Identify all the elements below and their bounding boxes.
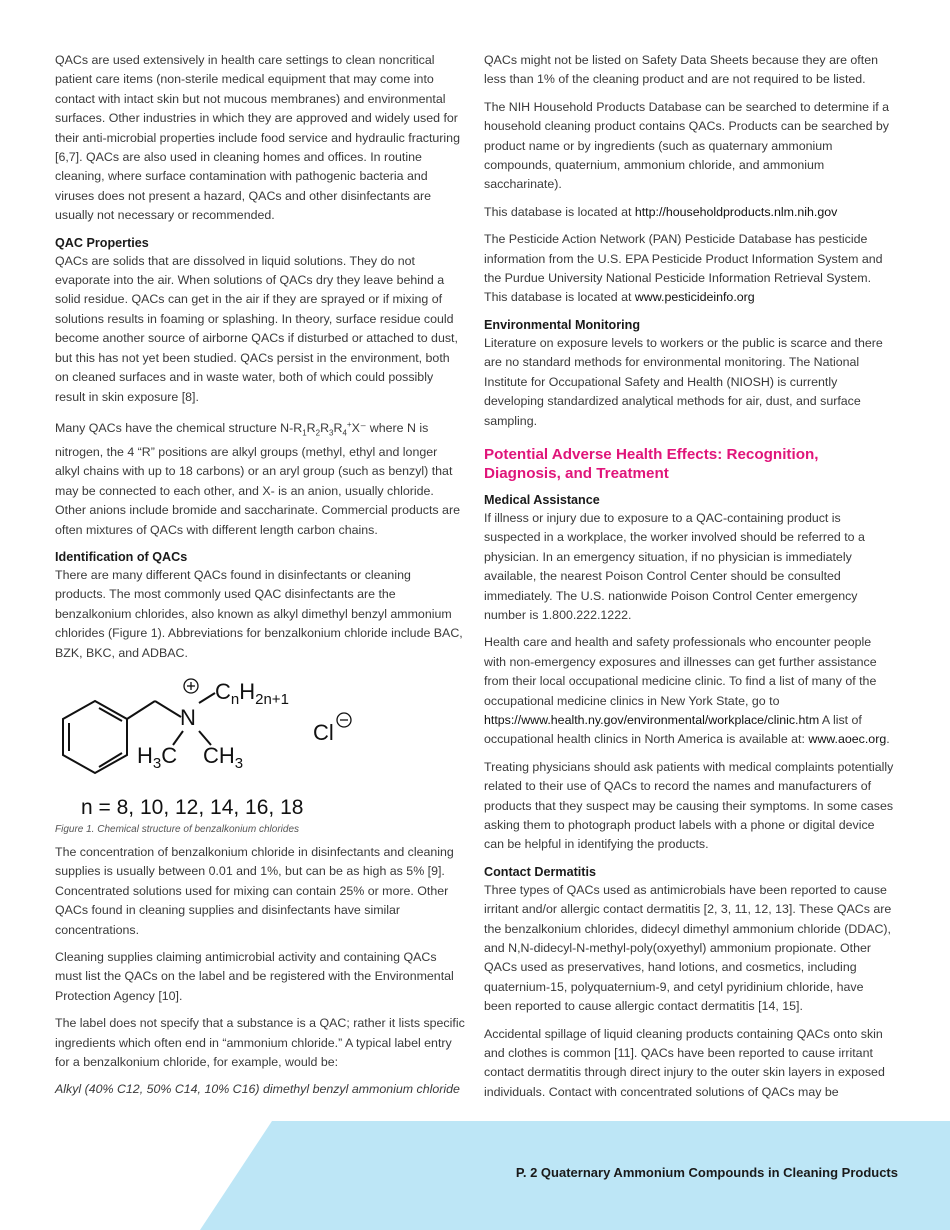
- structure-diagram: [55, 671, 355, 821]
- methyl-left-label: $H_3C$: [137, 742, 178, 772]
- paragraph: Health care and health and safety professionals who encounter people with non-emergency exposures and illnesses can get further assistance from their local occupational medicine clinic. To find a list of many of the occupational medicine clinics in New York State, go to https://www.health.ny.gov/environmental/workplace/clinic.htm A list of occupational health clinics in North America is available at: www.aoec.org.: [484, 635, 890, 747]
- alkyl-chain-label: $C_nH_{2n+1}$: [215, 678, 289, 708]
- paragraph: Three types of QACs used as antimicrobials have been reported to cause irritant and/or allergic contact dermatitis [2, 3, 11, 12, 13]. These QACs are the benzalkonium chlorides, didecyl dimethyl ammonium chloride (DDAC), and N,N-didecyl-N-methyl-poly(oxyethyl) ammonium propionate. Other QACs used as preservatives, hand lotions, and cosmetics, including quaternium-15, polyquaternium-9, and cetyl pyridinium chloride, have been reported to cause allergic contact dermatitis [14, 15].: [484, 882, 892, 1014]
- paragraph: QACs are used extensively in health care settings to clean noncritical patient care items (non-sterile medical equipment that may come into contact with intact skin but not mucous membranes) and environmental surfaces. Other industries in which they are approved and widely used for their anti-microbial properties include food service and hydraulic fracturing [6,7]. QACs are also used in cleaning homes and offices. In routine cleaning, where surface contamination with pathogenic bacteria and viruses does not present a hazard, QACs and other disinfectants are usually not necessary or recommended.: [55, 53, 460, 223]
- paragraph: Cleaning supplies claiming antimicrobial activity and containing QACs must list the QACs on the label and be registered with the Environmental Protection Agency [10].: [55, 950, 454, 1003]
- paragraph: QACs might not be listed on Safety Data Sheets because they are often less than 1% of the cleaning product and are not required to be listed.: [484, 53, 878, 87]
- paragraph: Literature on exposure levels to workers or the public is scarce and there are no standard methods for environmental monitoring. The National Institute for Occupational Safety and Health (NIOSH) is currently developing standardized analytical methods for air, dust, and surface sampling.: [484, 335, 883, 428]
- section-heading-health-effects: Potential Adverse Health Effects: Recognition, Diagnosis, and Treatment: [484, 445, 819, 482]
- nitrogen-label: N: [180, 704, 196, 730]
- methyl-right-label: $CH_3$: [203, 742, 244, 772]
- benzalkonium-structure-figure: [55, 671, 355, 821]
- right-column: [484, 51, 894, 1110]
- n-values-label: n = 8, 10, 12, 14, 16, 18: [81, 795, 304, 819]
- paragraph: The Pesticide Action Network (PAN) Pesticide Database has pesticide information from the U.S. EPA Pesticide Product Information System and the Purdue University National Pesticide Information Retrieval System. This database is located at www.pesticideinfo.org: [484, 232, 883, 305]
- ny-clinic-link[interactable]: https://www.health.ny.gov/environmental/workplace/clinic.htm: [484, 712, 820, 727]
- heading-medical-assistance: Medical Assistance: [484, 492, 600, 507]
- label-entry-example: Alkyl (40% C12, 50% C14, 10% C16) dimethyl benzyl ammonium chloride: [55, 1082, 460, 1097]
- paragraph: This database is located at http://householdproducts.nlm.nih.gov: [484, 204, 838, 219]
- figure-caption: Figure 1. Chemical structure of benzalkonium chlorides: [55, 823, 299, 835]
- paragraph: Accidental spillage of liquid cleaning products containing QACs onto skin and clothes is common [11]. QACs have been reported to cause irritant contact dermatitis through direct injury to the outer skin layers in exposed individuals. Contact with concentrated solutions of QACs may be: [484, 1026, 885, 1099]
- aoec-link[interactable]: www.aoec.org: [808, 732, 887, 747]
- footer-page-label: P. 2 Quaternary Ammonium Compounds in Cleaning Products: [515, 1165, 898, 1180]
- paragraph: If illness or injury due to exposure to a QAC-containing product is suspected in a workplace, the worker involved should be referred to a physician. In an emergency situation, if no physician is immediately available, the nearest Poison Control Center should be consulted immediately. The U.S. nationwide Poison Control Center emergency number is 1.800.222.1222.: [484, 510, 865, 622]
- heading-contact-dermatitis: Contact Dermatitis: [484, 864, 596, 879]
- paragraph: The NIH Household Products Database can be searched to determine if a household cleaning product contains QACs. Products can be searched by product name or by ingredients (such as quaternary ammonium compounds, quaternium, ammonium chloride, and ammonium saccharinate).: [484, 99, 890, 192]
- household-products-link[interactable]: http://householdproducts.nlm.nih.gov: [634, 204, 838, 219]
- paragraph: The label does not specify that a substance is a QAC; rather it lists specific ingredients which often end in “ammonium chloride.” A typical label entry for a benzalkonium chloride, for example, would be:: [55, 1016, 465, 1070]
- heading-environmental-monitoring: Environmental Monitoring: [484, 317, 641, 332]
- paragraph: There are many different QACs found in disinfectants or cleaning products. The most commonly used QAC disinfectants are the benzalkonium chlorides, also known as alkyl dimethyl benzyl ammonium chlorides (Figure 1). Abbreviations for benzalkonium chloride include BAC, BZK, BKC, and ADBAC.: [55, 567, 463, 660]
- paragraph: The concentration of benzalkonium chloride in disinfectants and cleaning supplies is usually between 0.01 and 1%, but can be as high as 5% [9]. Concentrated solutions used for mixing can contain 25% or more. Other QACs found in cleaning supplies and disinfectants have similar concentrations.: [55, 844, 454, 937]
- paragraph: Treating physicians should ask patients with medical complaints potentially related to their use of QACs to record the names and manufacturers of products that they suspect may be causing their symptoms. In some cases asking them to photograph product labels with a phone or digital device can be helpful in identifying the products.: [484, 759, 894, 852]
- heading-identification: Identification of QACs: [55, 549, 188, 564]
- paragraph: QACs are solids that are dissolved in liquid solutions. They do not evaporate into the air. When solutions of QACs dry they leave behind a solid residue. QACs can get in the air if they are sprayed or if mixing of solutions results in foaming or splashing. In theory, surface residue could become another source of airborne QACs if disturbed or attached to dust, but this has not yet been studied. QACs persist in the environment, both on cleaned surfaces and in waste water, both of which could possibly result in skin exposure [8].: [55, 253, 458, 404]
- paragraph-chemical-structure: Many QACs have the chemical structure $N-R_1R_2R_3R_4^+X^-$ where N is nitrogen, the 4 “R” positions are alkyl groups (methyl, ethyl and longer alkyl chains with up to 18 carbons) or an aryl group (such as benzyl) that may be connected to each other, and X- is an anion, usually chloride. Other anions include bromide and saccharinate. Commercial products are often mixtures of QACs with different length carbon chains.: [55, 419, 460, 537]
- pesticideinfo-link[interactable]: www.pesticideinfo.org: [634, 290, 755, 305]
- heading-qac-properties: QAC Properties: [55, 235, 149, 250]
- chloride-label: Cl: [313, 719, 334, 745]
- left-column: [55, 51, 465, 1108]
